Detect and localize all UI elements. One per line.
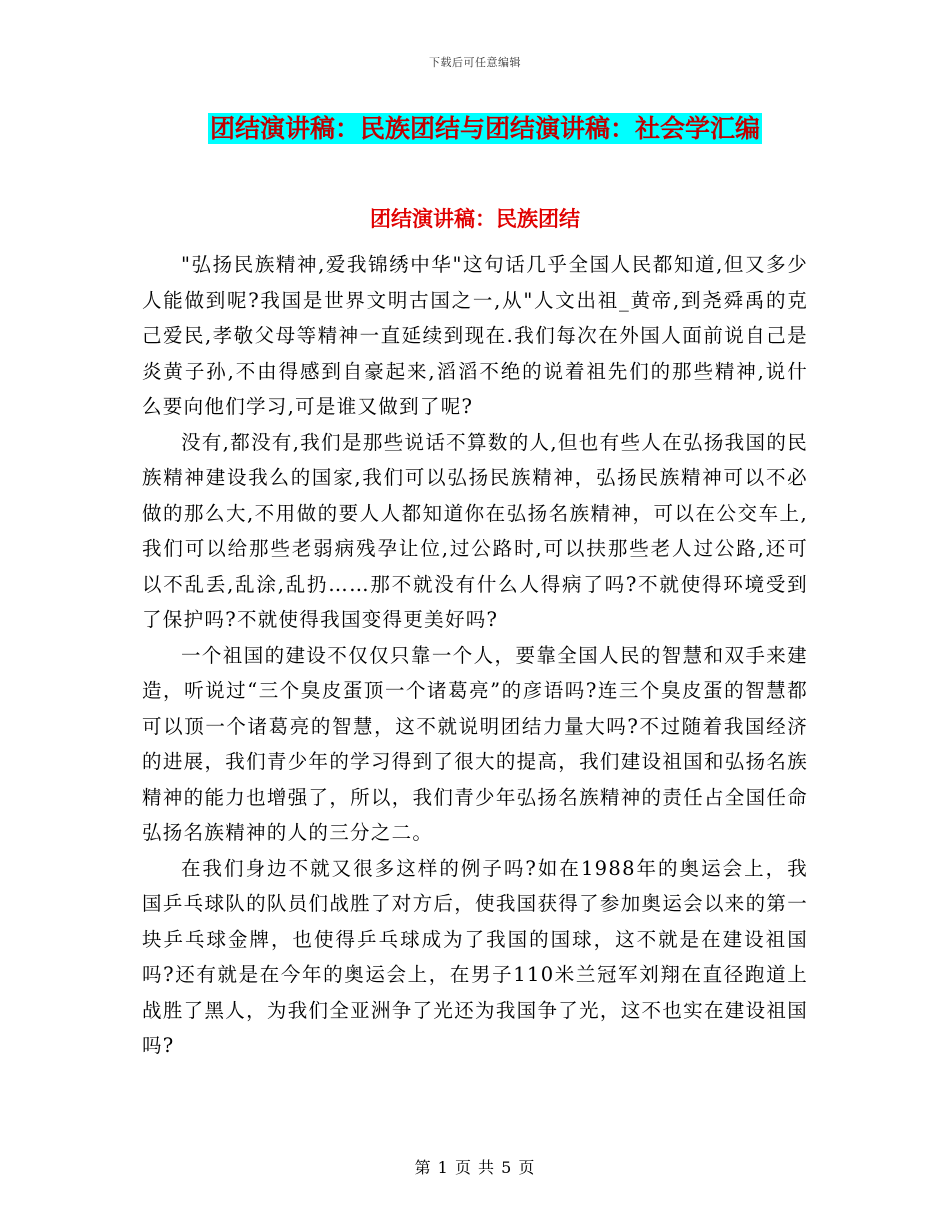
paragraph: "弘扬民族精神,爱我锦绣中华"这句话几乎全国人民都知道,但又多少人能做到呢?我国是世界文明古国之一,从"人文出祖_黄帝,到尧舜禹的克己爱民,孝敬父母等精神一直延续到现在.我们每次在外国人面前说自己是炎黄子孙,不由得感到自豪起来,滔滔不绝的说着祖先们的那些精神,说什么要向他们学习,可是谁又做到了呢? — [142, 253, 808, 418]
paragraph: 一个祖国的建设不仅仅只靠一个人，要靠全国人民的智慧和双手来建造，听说过“三个臭皮蛋顶一个诸葛亮”的彦语吗?连三个臭皮蛋的智慧都可以顶一个诸葛亮的智慧，这不就说明团结力量大吗?不过随着我国经济的进展，我们青少年的学习得到了很大的提高，我们建设祖国和弘扬名族精神的能力也增强了，所以，我们青少年弘扬名族精神的责任占全国任命弘扬名族精神的人的三分之二。 — [142, 643, 808, 844]
document-title: 团结演讲稿：民族团结与团结演讲稿：社会学汇编 — [210, 114, 761, 143]
section-title: 团结演讲稿：民族团结 — [370, 207, 580, 231]
paragraph: 没有,都没有,我们是那些说话不算数的人,但也有些人在弘扬我国的民族精神建设我么的国家,我们可以弘扬民族精神，弘扬民族精神可以不必做的那么大,不用做的要人人都知道你在弘扬名族精神，可以在公交车上,我们可以给那些老弱病残孕让位,过公路时,可以扶那些老人过公路,还可以不乱丢,乱涂,乱扔……那不就没有什么人得病了吗?不就使得环境受到了保护吗?不就使得我国变得更美好吗? — [142, 430, 808, 631]
header-note: 下载后可任意编辑 — [429, 56, 521, 69]
paragraph: 在我们身边不就又很多这样的例子吗?如在1988年的奥运会上，我国乒乓球队的队员们战胜了对方后，使我国获得了参加奥运会以来的第一块乒乓球金牌，也使得乒乓球成为了我国的国球，这不就是在建设祖国吗?还有就是在今年的奥运会上，在男子110米兰冠军刘翔在直径跑道上战胜了黑人，为我们全亚洲争了光还为我国争了光，这不也实在建设祖国吗? — [142, 856, 808, 1057]
page-footer: 第 1 页 共 5 页 — [414, 1158, 536, 1177]
document-body — [142, 247, 808, 1064]
